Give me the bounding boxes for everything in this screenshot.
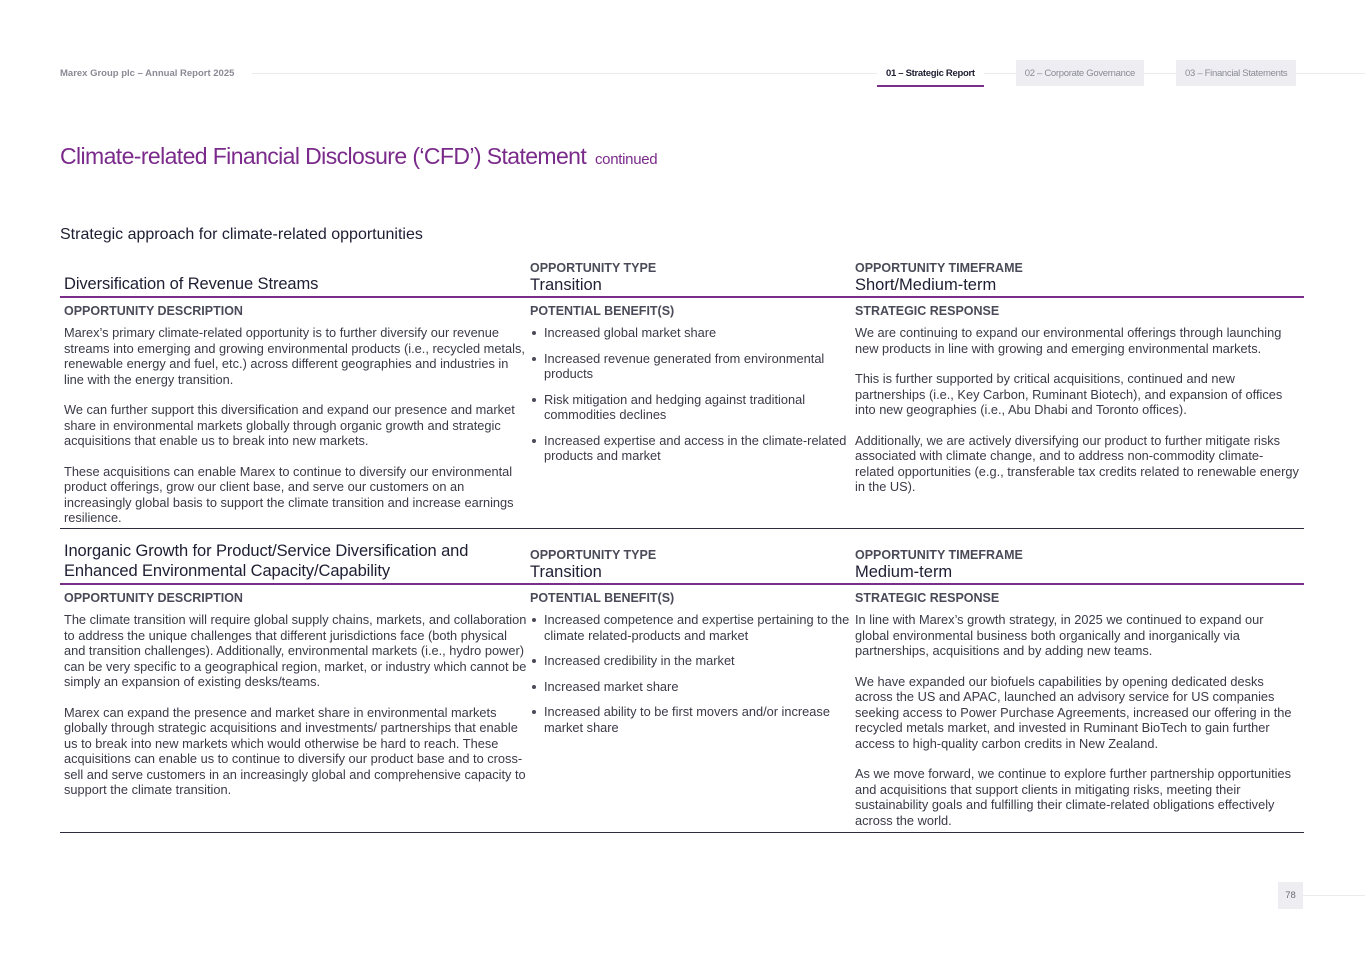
response-paragraph: As we move forward, we continue to explore further partnership opportunities and acquisitions that support clients in mitigating risks, meeting their sustainability goals and fulfilling their climate-related obligations effectively across the world. <box>855 766 1292 828</box>
benefits-list <box>530 612 855 735</box>
opportunity-type-label: OPPORTUNITY TYPE <box>530 548 657 562</box>
description-label: OPPORTUNITY DESCRIPTION <box>64 304 243 318</box>
section-tabs <box>877 60 1296 87</box>
benefit-item: Increased ability to be first movers and/or increase market share <box>530 704 855 735</box>
benefit-item: Increased global market share <box>530 325 855 341</box>
benefit-item: Risk mitigation and hedging against traditional commodities declines <box>530 392 855 423</box>
opportunity-type-label: OPPORTUNITY TYPE <box>530 261 657 275</box>
tab-financial-statements[interactable]: 03 – Financial Statements <box>1176 60 1296 86</box>
response-paragraph: Additionally, we are actively diversifying our product to further mitigate risks associated with climate change, and to address non-commodity climate-related opportunities (e.g., transferable tax credits related to renewable energy in the US). <box>855 432 1299 494</box>
opportunity-timeframe-label: OPPORTUNITY TIMEFRAME <box>855 548 1023 562</box>
opportunity-block-2 <box>60 541 1304 833</box>
benefits-label: POTENTIAL BENEFIT(S) <box>530 304 675 318</box>
response-paragraph: We have expanded our biofuels capabilities by opening dedicated desks across the US and APAC, launched an advisory service for US companies seeking access to Power Purchase Agreements, increased our offering in the recycled metals market, and invested in Ruminant BioTech to gain further access to high-quality carbon credits in New Zealand. <box>855 673 1292 751</box>
benefit-item: Increased revenue generated from environmental products <box>530 351 855 382</box>
tab-strategic-report[interactable]: 01 – Strategic Report <box>877 60 984 87</box>
column-labels-row <box>60 585 1304 606</box>
response-paragraph: In line with Marex’s growth strategy, in 2025 we continued to expand our global environmental business both organically and inorganically via partnerships, acquisitions and by adding new teams. <box>855 612 1264 658</box>
opportunity-timeframe-label: OPPORTUNITY TIMEFRAME <box>855 261 1023 275</box>
opportunity-title: Inorganic Growth for Product/Service Diversification and Enhanced Environmental Capacity/Capability <box>64 542 469 580</box>
response-label: STRATEGIC RESPONSE <box>855 591 1000 605</box>
page-title-text: Climate-related Financial Disclosure (‘CFD’) Statement <box>60 143 587 169</box>
benefit-item: Increased credibility in the market <box>530 653 855 669</box>
opportunity-body-row <box>60 319 1304 526</box>
benefits-list <box>530 325 855 464</box>
benefits-column <box>529 325 855 526</box>
benefits-label: POTENTIAL BENEFIT(S) <box>530 591 675 605</box>
description-column <box>60 325 529 526</box>
opportunity-header-row <box>60 541 1304 585</box>
description-paragraph: We can further support this diversification and expand our presence and market share in environmental markets globally through organic growth and strategic acquisitions that enable us to break into new markets. <box>64 402 515 448</box>
opportunity-header-row <box>60 256 1304 298</box>
opportunity-title: Diversification of Revenue Streams <box>64 275 319 293</box>
report-brand: Marex Group plc – Annual Report 2025 <box>60 68 240 79</box>
response-column <box>855 325 1304 526</box>
description-paragraph: These acquisitions can enable Marex to continue to diversify our environmental product offerings, grow our client base, and serve our customers on an increasingly global basis to support the climate transition and increase earnings resilience. <box>64 463 514 525</box>
opportunity-block-1 <box>60 256 1304 529</box>
opportunity-timeframe-value: Short/Medium-term <box>855 276 997 294</box>
footer-divider <box>1303 895 1365 896</box>
response-label: STRATEGIC RESPONSE <box>855 304 1000 318</box>
page-number: 78 <box>1278 882 1303 909</box>
opportunity-type-value: Transition <box>530 563 602 581</box>
section-heading: Strategic approach for climate-related opportunities <box>60 226 423 243</box>
benefit-item: Increased competence and expertise pertaining to the climate related-products and market <box>530 612 855 643</box>
benefits-column <box>529 612 855 828</box>
description-paragraph: Marex’s primary climate-related opportunity is to further diversify our revenue streams into emerging and growing environmental products (i.e., recycled metals, renewable energy and fuel, etc.) across different geographies and industries in line with the energy transition. <box>64 325 525 387</box>
description-label: OPPORTUNITY DESCRIPTION <box>64 591 243 605</box>
page-title <box>60 143 657 170</box>
opportunity-body-row <box>60 606 1304 828</box>
tab-corporate-governance[interactable]: 02 – Corporate Governance <box>1016 60 1144 86</box>
benefit-item: Increased expertise and access in the climate-related products and market <box>530 433 855 464</box>
description-column <box>60 612 529 828</box>
opportunity-timeframe-value: Medium-term <box>855 563 953 581</box>
response-column <box>855 612 1304 828</box>
page-title-suffix: continued <box>594 151 658 168</box>
response-paragraph: We are continuing to expand our environmental offerings through launching new products in line with growing and emerging environmental markets. <box>855 325 1282 356</box>
description-paragraph: The climate transition will require global supply chains, markets, and collaboration to address the unique challenges that different jurisdictions face (both physical and transition challenges). Additionally, environmental markets (i.e., hydro power) can be very specific to a geographical region, market, or industry which cannot be simply an expansion of existing desks/teams. <box>64 612 527 689</box>
description-paragraph: Marex can expand the presence and market share in environmental markets globally through strategic acquisitions and investments/ partnerships that enable us to break into new markets which would otherwise be hard to reach. These acquisitions can enable us to continue to diversify our product base and to cross-sell and serve customers in an increasingly global and comprehensive capacity to support the climate transition. <box>64 704 526 797</box>
response-paragraph: This is further supported by critical acquisitions, continued and new partnerships (i.e., Key Carbon, Ruminant Biotech), and expansion of offices into new geographies (i.e., Abu Dhabi and Toronto offices). <box>855 371 1283 417</box>
benefit-item: Increased market share <box>530 679 855 695</box>
column-labels-row <box>60 298 1304 319</box>
opportunity-type-value: Transition <box>530 276 602 294</box>
